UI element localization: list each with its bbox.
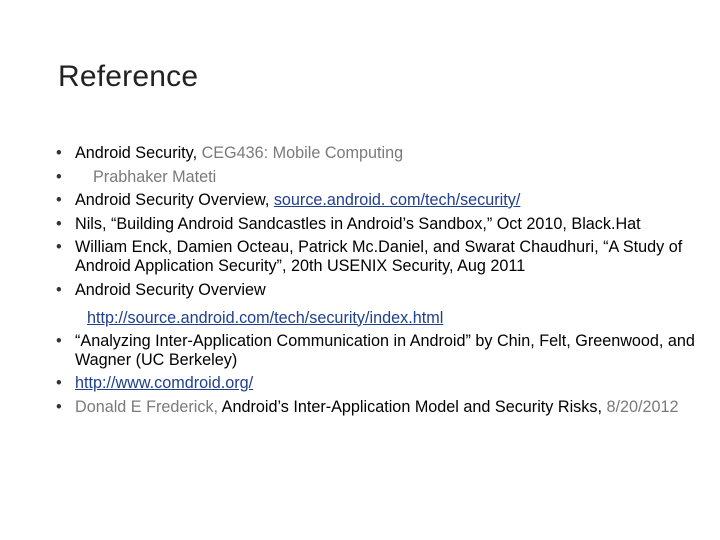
author-name: Donald E Frederick, <box>75 397 222 416</box>
list-item <box>56 168 696 187</box>
list-item <box>56 398 696 417</box>
slide-title: Reference <box>58 60 199 93</box>
security-overview-link[interactable]: source.android. com/tech/security/ <box>273 191 521 209</box>
ref-text: Android Security Overview <box>75 280 266 299</box>
list-item <box>56 215 696 234</box>
list-item <box>56 374 696 393</box>
ref-text: “Analyzing Inter-Application Communication in Android” by Chin, Felt, Greenwood, and Wagner (UC Berkeley) <box>75 331 695 369</box>
list-item <box>56 144 696 163</box>
ref-text: Android Security, <box>75 144 202 162</box>
list-item <box>56 238 696 276</box>
ref-text: Android’s Inter-Application Model and Security Risks, <box>221 397 607 416</box>
reference-list <box>56 144 696 421</box>
list-item <box>56 332 696 370</box>
ref-text: Nils, “Building Android Sandcastles in Android’s Sandbox,” Oct 2010, Black.Hat <box>75 214 641 233</box>
author-name: Prabhaker Mateti <box>93 167 217 186</box>
list-item <box>56 191 696 210</box>
ref-text: Android Security Overview, <box>75 191 274 209</box>
list-item <box>56 281 696 332</box>
comdroid-link[interactable]: http://www.comdroid.org/ <box>75 374 254 392</box>
ref-text: William Enck, Damien Octeau, Patrick Mc.Daniel, and Swarat Chaudhuri, “A Study of Android Application Security”, 20th USENIX Security, Aug 2011 <box>75 238 683 275</box>
course-name: CEG436: Mobile Computing <box>201 144 404 162</box>
ref-date: 8/20/2012 <box>606 397 679 416</box>
security-index-link[interactable]: http://source.android.com/tech/security/index.html <box>87 308 444 327</box>
